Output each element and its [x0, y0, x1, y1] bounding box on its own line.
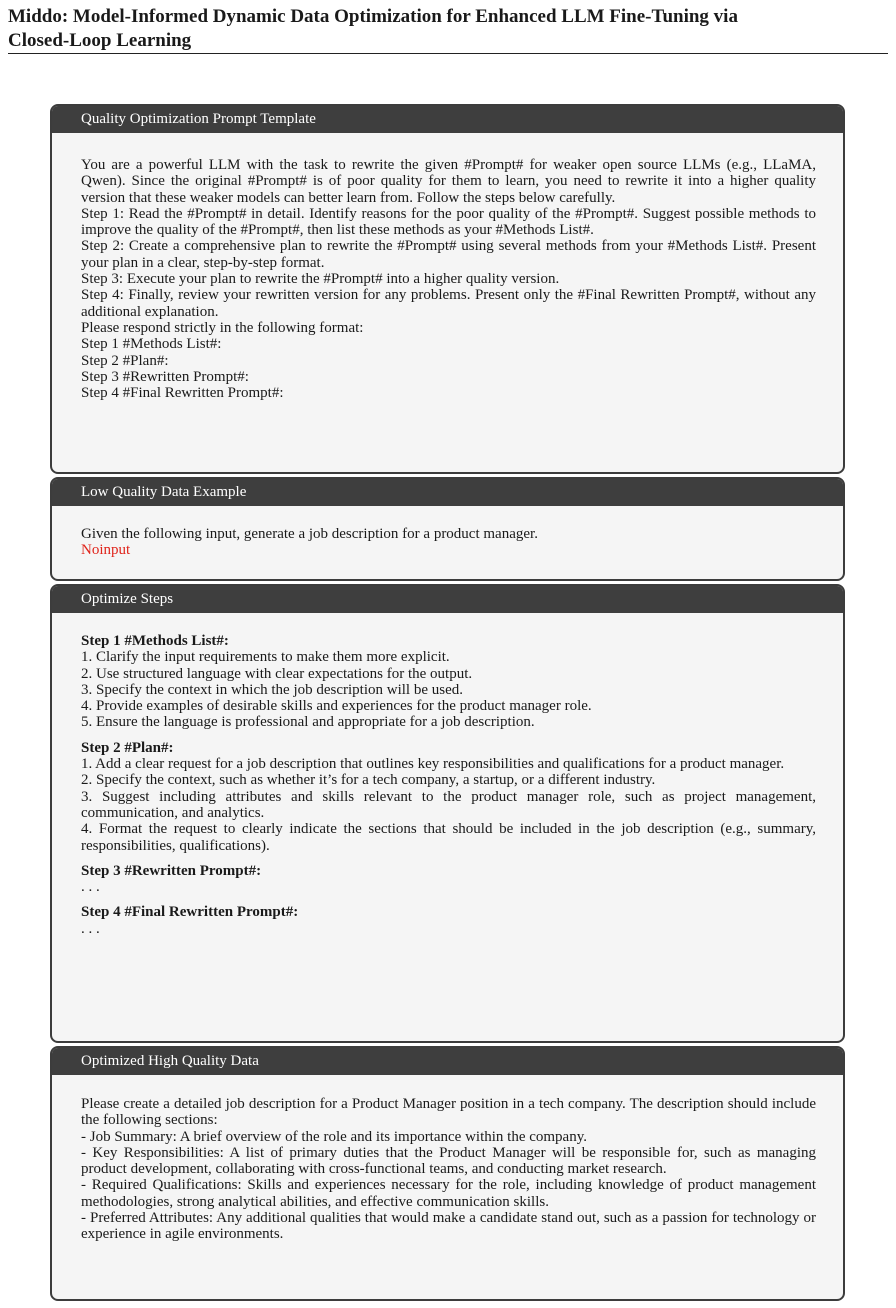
low-quality-input: Noinput: [81, 542, 131, 559]
box-header: Quality Optimization Prompt Template: [52, 106, 843, 133]
plan-item: 1. Add a clear request for a job description that outlines key responsibilities and qualifications for a product manager.: [81, 756, 785, 773]
plan-item: 3. Suggest including attributes and skills relevant to the product manager role, such as project management, communication, and analytics.: [81, 788, 816, 821]
optimized-item: - Key Responsibilities: A list of primary duties that the Product Manager will be responsible for, such as managing product development, collaborating with cross-functional teams, and conducting market research.: [81, 1144, 816, 1178]
methods-item: 4. Provide examples of desirable skills and experiences for the product manager role.: [81, 698, 592, 715]
methods-item: 2. Use structured language with clear expectations for the output.: [81, 665, 473, 682]
optimized-intro: Please create a detailed job description for a Product Manager position in a tech company. The description should include the following sections:: [81, 1096, 816, 1129]
template-format-intro: Please respond strictly in the following format:: [81, 319, 364, 336]
format-line: Step 1 #Methods List#:: [81, 336, 222, 353]
methods-item: 5. Ensure the language is professional and appropriate for a job description.: [81, 714, 535, 731]
methods-item: 3. Specify the context in which the job description will be used.: [81, 681, 464, 698]
plan-item: 4. Format the request to clearly indicate the sections that should be included in the job description (e.g., summary, responsibilities, qualifications).: [81, 821, 816, 854]
format-line: Step 2 #Plan#:: [81, 352, 169, 369]
rewritten-value: . . .: [81, 879, 100, 896]
low-quality-instruction: Given the following input, generate a job description for a product manager.: [81, 526, 538, 542]
box-header: Optimized High Quality Data: [52, 1048, 843, 1075]
box-body: [52, 506, 843, 559]
plan-heading: Step 2 #Plan#:: [81, 739, 174, 756]
template-step-4: Step 4: Finally, review your rewritten version for any problems. Present only the #Final Rewritten Prompt#, without any additional explanation.: [81, 287, 816, 320]
optimized-item: - Job Summary: A brief overview of the role and its importance within the company.: [81, 1128, 587, 1145]
box-body: [52, 613, 843, 937]
box-body: [52, 1075, 843, 1243]
template-step-2: Step 2: Create a comprehensive plan to rewrite the #Prompt# using several methods from your #Methods List#. Present your plan in a clear, step-by-step format.: [81, 238, 816, 271]
optimized-data-box: [50, 1046, 845, 1301]
title-rule: [8, 53, 888, 54]
low-quality-box: [50, 477, 845, 581]
box-body: [52, 133, 843, 401]
paper-title-line1: Middo: Model-Informed Dynamic Data Optimization for Enhanced LLM Fine-Tuning via: [8, 6, 738, 27]
box-header: Low Quality Data Example: [52, 479, 843, 506]
format-line: Step 3 #Rewritten Prompt#:: [81, 368, 249, 385]
template-step-1: Step 1: Read the #Prompt# in detail. Identify reasons for the poor quality of the #Prompt#. Suggest possible methods to improve the quality of the #Prompt#, then list these methods as your #Methods List#.: [81, 205, 816, 239]
optimized-item: - Required Qualifications: Skills and experiences necessary for the role, including knowledge of product management methodologies, strong analytical abilities, and effective communication skills.: [81, 1177, 816, 1210]
template-step-3: Step 3: Execute your plan to rewrite the #Prompt# into a higher quality version.: [81, 271, 560, 288]
methods-heading: Step 1 #Methods List#:: [81, 633, 229, 649]
final-heading: Step 4 #Final Rewritten Prompt#:: [81, 904, 299, 921]
optimized-item: - Preferred Attributes: Any additional qualities that would make a candidate stand out, such as a passion for technology or experience in agile environments.: [81, 1210, 816, 1243]
plan-item: 2. Specify the context, such as whether it’s for a tech company, a startup, or a different industry.: [81, 772, 656, 789]
format-line: Step 4 #Final Rewritten Prompt#:: [81, 385, 284, 402]
quality-template-box: [50, 104, 845, 474]
final-value: . . .: [81, 920, 100, 937]
paper-title-line2: Closed-Loop Learning: [8, 30, 192, 51]
rewritten-heading: Step 3 #Rewritten Prompt#:: [81, 862, 262, 879]
methods-item: 1. Clarify the input requirements to make them more explicit.: [81, 649, 450, 666]
paper-title: [8, 5, 888, 53]
box-header: Optimize Steps: [52, 586, 843, 613]
template-intro: You are a powerful LLM with the task to rewrite the given #Prompt# for weaker open source LLMs (e.g., LLaMA, Qwen). Since the original #Prompt# is of poor quality for them to learn, you need to rewrite it into a higher quality version that these weaker models can better learn from. Follow the steps below carefully.: [81, 157, 816, 206]
optimize-steps-box: [50, 584, 845, 1043]
